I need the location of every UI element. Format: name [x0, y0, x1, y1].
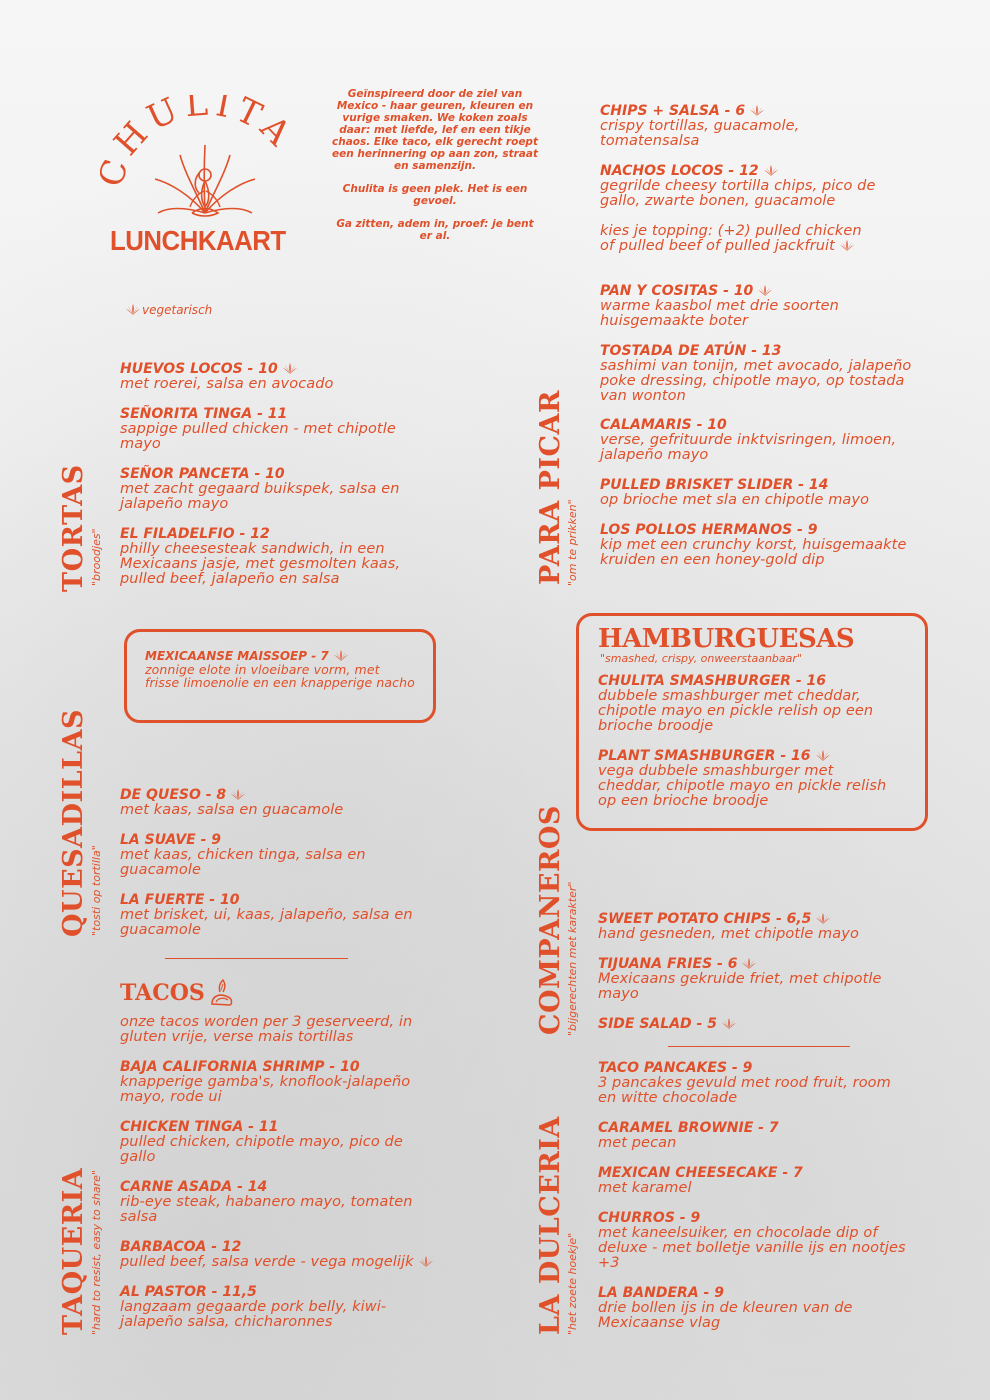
menu-item [600, 104, 920, 149]
menu-item [598, 1017, 918, 1032]
intro-paragraph: Chulita is geen plek. Het is een gevoel. [342, 183, 528, 207]
item-description: knapperige gamba's, knoflook-jalapeño mayo, rode ui [120, 1074, 411, 1105]
item-name: CHULITA SMASHBURGER - 16 [598, 673, 827, 689]
item-description: dubbele smashburger met cheddar, chipotle mayo en pickle relish op een brioche broodje [598, 688, 874, 734]
item-description: hand gesneden, met chipotle mayo [598, 926, 859, 942]
menu-item [598, 1211, 908, 1271]
item-name: CARAMEL BROWNIE - 7 [598, 1120, 779, 1136]
item-name: AL PASTOR - 11,5 [120, 1284, 257, 1300]
agave-leaf-icon [231, 789, 245, 800]
section-divider [668, 1046, 850, 1047]
menu-item [598, 912, 918, 942]
menu-item [598, 1286, 898, 1331]
intro-paragraph: Geïnspireerd door de ziel van Mexico - haar geuren, kleuren en vurige smaken. We koken zoals daar: met liefde, lef en een tikje chaos. Elke taco, elk gerecht roept een herinnering op aan zon, straat en samenzijn. [331, 88, 538, 172]
menu-item [600, 284, 920, 329]
menu-item [120, 362, 440, 392]
intro-text [330, 88, 540, 253]
item-name: LA FUERTE - 10 [120, 892, 240, 908]
section-title-companeros: COMPANEROS [535, 805, 566, 1035]
item-description: zonnige elote in vloeibare vorm, met frisse limoenolie en een knapperige nacho [145, 662, 415, 690]
item-name: SEÑOR PANCETA - 10 [120, 466, 285, 482]
menu-item [145, 650, 415, 689]
item-name: CALAMARIS - 10 [600, 417, 727, 433]
item-description: met kaas, chicken tinga, salsa en guacamole [120, 847, 366, 878]
section-title-para-picar: PARA PICAR [535, 390, 566, 585]
section-subtitle-tortas: "broodjes" [90, 528, 103, 586]
item-description: verse, gefrituurde inktvisringen, limoen, jalapeño mayo [600, 432, 897, 463]
item-description: gegrilde cheesy tortilla chips, pico de gallo, zwarte bonen, guacamole [600, 178, 876, 209]
agave-leaf-icon [840, 240, 854, 251]
item-name: TACO PANCAKES - 9 [598, 1060, 753, 1076]
item-description: met roerei, salsa en avocado [120, 376, 334, 392]
menu-item [120, 467, 440, 512]
menu-item [598, 749, 898, 809]
item-description: philly cheesesteak sandwich, in een Mexicaans jasje, met gesmolten kaas, pulled beef, jalapeño en salsa [120, 541, 401, 587]
item-description: sappige pulled chicken - met chipotle mayo [120, 421, 396, 452]
item-description: op brioche met sla en chipotle mayo [600, 492, 870, 508]
item-description: vega dubbele smashburger met cheddar, chipotle mayo en pickle relish op een brioche broodje [598, 763, 887, 809]
agave-leaf-icon [758, 285, 772, 296]
tacos-intro: onze tacos worden per 3 geserveerd, in gluten vrije, verse mais tortillas [120, 1014, 413, 1045]
item-name: SEÑORITA TINGA - 11 [120, 406, 288, 422]
section-title-tortas: TORTAS [58, 464, 89, 592]
item-name: LA SUAVE - 9 [120, 832, 222, 848]
item-name: LOS POLLOS HERMANOS - 9 [600, 522, 818, 538]
item-description: met kaas, salsa en guacamole [120, 802, 344, 818]
item-description: met kaneelsuiker, en chocolade dip of deluxe - met bolletje vanille ijs en nootjes +3 [598, 1225, 906, 1271]
item-description: langzaam gegaarde pork belly, kiwi-jalapeño salsa, chicharonnes [120, 1299, 387, 1330]
tacos-heading [120, 980, 205, 1006]
menu-item [120, 1285, 430, 1330]
section-title-taqueria: TAQUERIA [58, 1167, 89, 1335]
agave-leaf-icon [722, 1018, 736, 1029]
item-name: NACHOS LOCOS - 12 [600, 163, 759, 179]
menu-item [598, 957, 918, 1002]
brand-logo [100, 95, 310, 260]
item-name: CARNE ASADA - 14 [120, 1179, 268, 1195]
menu-item [120, 1060, 450, 1105]
item-name: MEXICAANSE MAISSOEP - 7 [145, 649, 329, 663]
item-description: met brisket, ui, kaas, jalapeño, salsa en guacamole [120, 907, 413, 938]
item-description: kies je topping: (+2) pulled chicken of pulled beef of pulled jackfruit [600, 223, 862, 254]
item-name: BARBACOA - 12 [120, 1239, 242, 1255]
hamburguesas-title: HAMBURGUESAS [598, 624, 855, 654]
tacos-title: TACOS [120, 980, 205, 1006]
section-subtitle-companeros: "bijgerechten met karakter" [566, 881, 579, 1036]
menu-item [120, 1240, 480, 1270]
item-name: CHICKEN TINGA - 11 [120, 1119, 279, 1135]
item-name: CHURROS - 9 [598, 1210, 701, 1226]
menu-item [120, 527, 450, 587]
item-name: DE QUESO - 8 [120, 787, 227, 803]
item-description: met pecan [598, 1135, 677, 1151]
agave-leaf-icon [742, 958, 756, 969]
item-description: drie bollen ijs in de kleuren van de Mexicaanse vlag [598, 1300, 853, 1331]
taco-icon [208, 978, 236, 1008]
menu-item [120, 833, 420, 878]
menu-item [120, 1180, 450, 1225]
menu-item [120, 788, 440, 818]
agave-leaf-icon [419, 1256, 433, 1267]
agave-leaf-icon [764, 165, 778, 176]
menu-item [600, 523, 920, 568]
hamburguesas-subtitle: "smashed, crispy, onweerstaanbaar" [600, 652, 802, 665]
menu-item [600, 224, 870, 254]
item-description: pulled chicken, chipotle mayo, pico de gallo [120, 1134, 403, 1165]
section-subtitle-la-dulceria: "het zoete hoekje" [566, 1232, 579, 1335]
agave-leaf-icon [334, 650, 348, 661]
item-description: pulled beef, salsa verde - vega mogelijk [120, 1254, 414, 1270]
menu-item [120, 893, 450, 938]
agave-leaf-icon [816, 750, 830, 761]
agave-leaf-icon [283, 363, 297, 374]
item-description: Mexicaans gekruide friet, met chipotle mayo [598, 971, 882, 1002]
menu-item [598, 1061, 898, 1106]
item-name: HUEVOS LOCOS - 10 [120, 361, 278, 377]
menu-item [600, 344, 930, 404]
menu-item [600, 164, 920, 209]
item-name: MEXICAN CHEESECAKE - 7 [598, 1165, 803, 1181]
section-divider [165, 958, 348, 959]
item-name: SWEET POTATO CHIPS - 6,5 [598, 911, 812, 927]
section-title-la-dulceria: LA DULCERIA [535, 1116, 566, 1335]
section-subtitle-taqueria: "hard to resist, easy to share" [90, 1169, 103, 1335]
menu-item [120, 1120, 440, 1165]
item-name: CHIPS + SALSA - 6 [600, 103, 746, 119]
item-description: kip met een crunchy korst, huisgemaakte kruiden en een honey-gold dip [600, 537, 907, 568]
item-name: LA BANDERA - 9 [598, 1285, 724, 1301]
menu-item [600, 478, 930, 508]
menu-item [598, 1121, 898, 1151]
item-description: rib-eye steak, habanero mayo, tomaten salsa [120, 1194, 413, 1225]
item-description: warme kaasbol met drie soorten huisgemaakte boter [600, 298, 839, 329]
item-name: TOSTADA DE ATÚN - 13 [600, 343, 782, 359]
menu-item [598, 674, 916, 734]
agave-leaf-icon [750, 105, 764, 116]
menu-item [120, 407, 440, 452]
intro-paragraph: Ga zitten, adem in, proef: je bent er al. [336, 218, 534, 242]
section-subtitle-para-picar: "om te prikken" [566, 499, 579, 586]
section-title-quesadillas: QUESADILLAS [58, 708, 89, 937]
item-name: PLANT SMASHBURGER - 16 [598, 748, 811, 764]
item-name: EL FILADELFIO - 12 [120, 526, 270, 542]
item-name: TIJUANA FRIES - 6 [598, 956, 738, 972]
section-subtitle-quesadillas: "tosti op tortilla" [90, 845, 103, 936]
item-name: PULLED BRISKET SLIDER - 14 [600, 477, 829, 493]
item-name: PAN Y COSITAS - 10 [600, 283, 754, 299]
vegetarian-label: vegetarisch [142, 303, 213, 317]
menu-item [600, 418, 930, 463]
agave-leaf-icon [816, 913, 830, 924]
menu-item [598, 1166, 898, 1196]
brand-name: HULITA [106, 95, 303, 164]
vegetarian-legend [126, 303, 212, 317]
item-description: crispy tortillas, guacamole, tomatensalsa [600, 118, 800, 149]
brand-subtitle: LUNCHKAART [110, 225, 286, 256]
agave-leaf-icon [126, 304, 140, 315]
item-description: 3 pancakes gevuld met rood fruit, room en witte chocolade [598, 1075, 891, 1106]
item-description: met zacht gegaard buikspek, salsa en jalapeño mayo [120, 481, 400, 512]
item-description: sashimi van tonijn, met avocado, jalapeño poke dressing, chipotle mayo, op tostada van wonton [600, 358, 912, 404]
item-name: SIDE SALAD - 5 [598, 1016, 717, 1032]
item-description: met karamel [598, 1180, 692, 1196]
item-name: BAJA CALIFORNIA SHRIMP - 10 [120, 1059, 360, 1075]
